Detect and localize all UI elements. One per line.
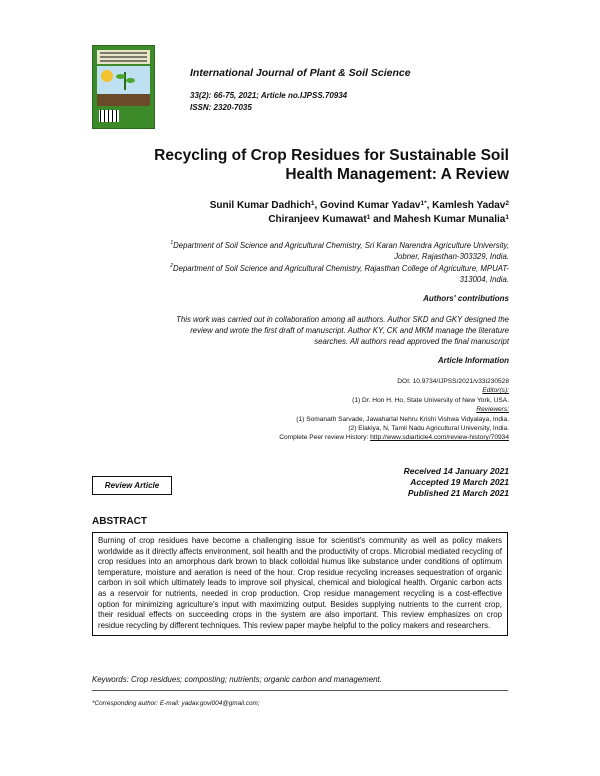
publication-dates: Received 14 January 2021 Accepted 19 March 2021 Published 21 March 2021 [403, 466, 509, 498]
issn-line: ISSN: 2320-7035 [190, 103, 252, 112]
doi: DOI: 10.9734/IJPSS/2021/v33i230528 [397, 378, 509, 385]
footnote-divider [92, 690, 508, 691]
article-info-heading: Article Information [437, 356, 509, 365]
article-info: DOI: 10.9734/IJPSS/2021/v33i230528 Editor(s): (1) Dr. Hon H. Ho, State University of New York, USA. Reviewers: (1) Somanath Sarvade, Jawaharlal Nehru Krishi Vishwa Vidyalaya, India. (2) Elakiya, N, Tamil Nadu Agricultural University, India. Complete Peer review History: http://www.sdiarticle4.com/review-history/70934 [69, 377, 509, 443]
paper-title: Recycling of Crop Residues for Sustainable Soil Health Management: A Review [154, 147, 509, 183]
affiliation-2: $^2$Department of Soil Science and Agricultural Chemistry, Rajasthan College of Agriculture, MPUAT- 313004, India. [170, 263, 509, 284]
barcode-icon [99, 110, 119, 122]
author-list: Sunil Kumar Dadhich$^1$, Govind Kumar Yadav$^{1*}$, Kamlesh Yadav$^2$ Chiranjeev Kumawat$^1$ and Mahesh Kumar Munalia$^1$ [209, 200, 509, 225]
abstract-heading: ABSTRACT [92, 516, 147, 527]
keywords: Keywords: Crop residues; composting; nutrients; organic carbon and management. [92, 675, 382, 684]
reviewers-label: Reviewers: [476, 406, 509, 414]
author-name: Govind Kumar Yadav [320, 200, 421, 211]
sun-icon [101, 70, 113, 82]
author-name: Sunil Kumar Dadhich [209, 200, 311, 211]
abstract-text: Burning of crop residues have become a challenging issue for scientist's community as well as policy makers worldwide as it directly affects environment, soil health and the productivity of crops. Microbial mediated recycling of crop residues into an amorphous dark brown to black colloidal humus like substance under conditions of optimum temperature, moisture and aeration is need of the hour. Crop residue recycling increases sequestration of organic carbon in soil which ultimately leads to improve soil physical, chemical and biological health. Organic carbon acts as a reservoir for nutrients, needed in crop production. Crop residue management recycling is a cost-effective option for minimizing agriculture's input with maximizing output. Besides supplying nutrients to the current crop, their residual effects on succeeding crops in the system are also important. This review emphasizes on crop residue recycling by different techniques. This review paper maybe helpful to the policy makers and researchers. [92, 532, 508, 636]
contributions-text: This work was carried out in collaboration among all authors. Author SKD and GKY designed the review and wrote the first draft of manuscript. Author KY, CK and MKM manage the literature searches. All authors read approved the final manuscript [176, 315, 509, 346]
author-name: Kamlesh Yadav [432, 200, 506, 211]
editors-label: Editor(s): [482, 387, 509, 395]
author-name: Chiranjeev Kumawat [268, 214, 367, 225]
issue-line: 33(2): 66-75, 2021; Article no.IJPSS.70934 [190, 91, 348, 100]
review-history-link[interactable]: http://www.sdiarticle4.com/review-history/70934 [370, 434, 509, 442]
article-type-badge: Review Article [92, 476, 172, 495]
contributions-heading: Authors' contributions [423, 294, 509, 303]
journal-cover-image [92, 45, 155, 129]
author-name: Mahesh Kumar Munalia [393, 214, 506, 225]
affiliation-1: $^1$Department of Soil Science and Agricultural Chemistry, Sri Karan Narendra Agriculture University, Jobner, Rajasthan-303329, India. [170, 240, 509, 261]
journal-name: International Journal of Plant & Soil Science [190, 67, 411, 79]
corresponding-author-footnote: *Corresponding author: E-mail: yadav.govi004@gmail.com; [92, 700, 260, 707]
